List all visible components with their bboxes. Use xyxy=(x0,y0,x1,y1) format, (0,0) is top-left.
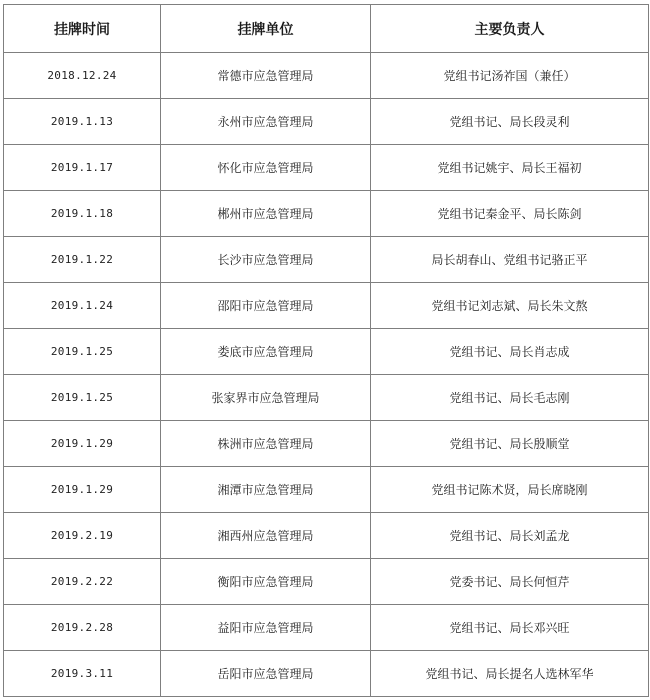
cell-leader: 党组书记、局长提名人选林军华 xyxy=(371,651,649,697)
cell-date: 2019.1.25 xyxy=(4,329,161,375)
table-row xyxy=(4,53,649,99)
cell-unit: 衡阳市应急管理局 xyxy=(161,559,371,605)
cell-leader: 党组书记、局长段灵利 xyxy=(371,99,649,145)
table-row xyxy=(4,191,649,237)
table-row xyxy=(4,99,649,145)
cell-leader: 局长胡春山、党组书记骆正平 xyxy=(371,237,649,283)
table-row xyxy=(4,329,649,375)
table-body xyxy=(4,53,649,697)
emergency-bureau-table xyxy=(3,4,649,697)
cell-date: 2019.1.29 xyxy=(4,467,161,513)
cell-unit: 张家界市应急管理局 xyxy=(161,375,371,421)
cell-leader: 党组书记刘志斌、局长朱文熬 xyxy=(371,283,649,329)
cell-leader: 党组书记汤祚国（兼任） xyxy=(371,53,649,99)
cell-date: 2019.2.19 xyxy=(4,513,161,559)
cell-date: 2019.2.22 xyxy=(4,559,161,605)
table-row xyxy=(4,237,649,283)
header-row xyxy=(4,5,649,53)
cell-leader: 党组书记姚宇、局长王福初 xyxy=(371,145,649,191)
table-row xyxy=(4,375,649,421)
cell-unit: 益阳市应急管理局 xyxy=(161,605,371,651)
cell-date: 2019.1.29 xyxy=(4,421,161,467)
cell-unit: 永州市应急管理局 xyxy=(161,99,371,145)
cell-date: 2019.1.22 xyxy=(4,237,161,283)
cell-leader: 党委书记、局长何恒芹 xyxy=(371,559,649,605)
cell-date: 2019.3.11 xyxy=(4,651,161,697)
cell-date: 2019.1.13 xyxy=(4,99,161,145)
cell-unit: 湘潭市应急管理局 xyxy=(161,467,371,513)
cell-unit: 湘西州应急管理局 xyxy=(161,513,371,559)
cell-date: 2019.1.17 xyxy=(4,145,161,191)
header-unit: 挂牌单位 xyxy=(161,5,371,53)
table-row xyxy=(4,421,649,467)
table-row xyxy=(4,651,649,697)
cell-leader: 党组书记、局长肖志成 xyxy=(371,329,649,375)
table-header xyxy=(4,5,649,53)
cell-unit: 岳阳市应急管理局 xyxy=(161,651,371,697)
header-leader: 主要负责人 xyxy=(371,5,649,53)
table-row xyxy=(4,467,649,513)
cell-leader: 党组书记、局长刘孟龙 xyxy=(371,513,649,559)
cell-leader: 党组书记、局长邓兴旺 xyxy=(371,605,649,651)
cell-date: 2019.1.18 xyxy=(4,191,161,237)
cell-date: 2019.1.24 xyxy=(4,283,161,329)
cell-leader: 党组书记陈术贤，局长席晓刚 xyxy=(371,467,649,513)
table-row xyxy=(4,605,649,651)
table-row xyxy=(4,283,649,329)
cell-date: 2018.12.24 xyxy=(4,53,161,99)
cell-unit: 常德市应急管理局 xyxy=(161,53,371,99)
cell-unit: 怀化市应急管理局 xyxy=(161,145,371,191)
cell-date: 2019.1.25 xyxy=(4,375,161,421)
table-row xyxy=(4,513,649,559)
cell-leader: 党组书记、局长殷顺堂 xyxy=(371,421,649,467)
table-row xyxy=(4,559,649,605)
cell-unit: 郴州市应急管理局 xyxy=(161,191,371,237)
cell-leader: 党组书记、局长毛志刚 xyxy=(371,375,649,421)
cell-unit: 株洲市应急管理局 xyxy=(161,421,371,467)
cell-unit: 长沙市应急管理局 xyxy=(161,237,371,283)
cell-date: 2019.2.28 xyxy=(4,605,161,651)
cell-unit: 邵阳市应急管理局 xyxy=(161,283,371,329)
header-date: 挂牌时间 xyxy=(4,5,161,53)
table-row xyxy=(4,145,649,191)
cell-leader: 党组书记秦金平、局长陈剑 xyxy=(371,191,649,237)
cell-unit: 娄底市应急管理局 xyxy=(161,329,371,375)
